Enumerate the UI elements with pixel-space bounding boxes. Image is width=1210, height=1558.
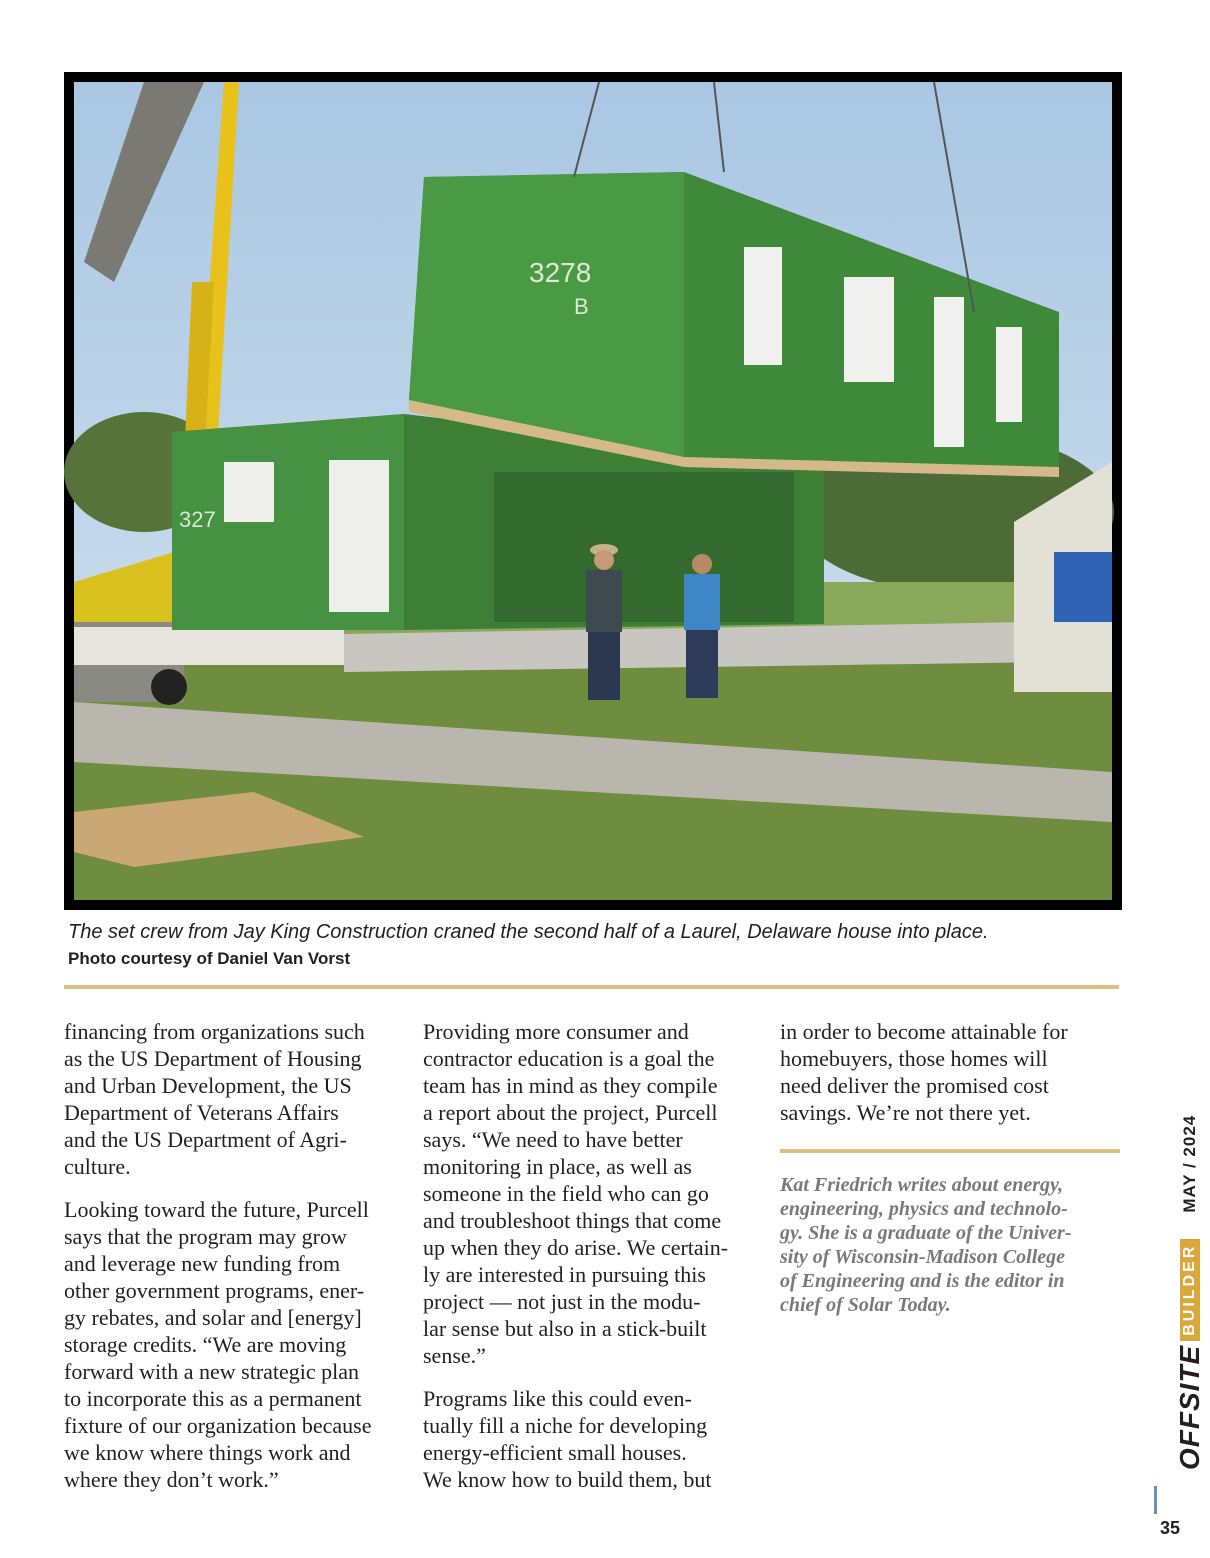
- magazine-brand-builder: BUILDER: [1180, 1239, 1200, 1341]
- upper-module-window-2: [844, 277, 894, 382]
- modular-house-crane-photo: [74, 82, 1112, 900]
- upper-module-marking-sub: B: [574, 294, 589, 319]
- divider-rule: [64, 985, 1119, 989]
- upper-module-door: [934, 297, 964, 447]
- upper-module-window-3: [996, 327, 1022, 422]
- issue-date: MAY / 2024: [1180, 1114, 1199, 1213]
- lower-module-door: [329, 460, 389, 612]
- lower-module-window: [224, 462, 274, 522]
- page-number: 35: [1160, 1518, 1181, 1538]
- paragraph: Looking toward the future, Purcell says that the program may grow and leverage new funding from other government programs, ener- gy rebates, and solar and [energy] storage credits. “We are moving forward with a new strategic plan to incorporate this as a permanent fixture of our organization because we know where things work and where they don’t work.”: [64, 1197, 372, 1492]
- article-column-2: [423, 1018, 768, 1509]
- paragraph: in order to become attainable for homebuyers, those homes will need deliver the promised cost savings. We’re not there yet.: [780, 1019, 1068, 1125]
- trailer: [74, 627, 344, 665]
- page-sidebar: [1150, 1110, 1205, 1470]
- upper-module-window-1: [744, 247, 782, 365]
- magazine-brand-offsite: OFFSITE: [1174, 1344, 1205, 1470]
- paragraph: Providing more consumer and contractor education is a goal the team has in mind as they compile a report about the project, Purcell says. “We need to have better monitoring in place, as well as someone in the field who can go and troubleshoot things that come up when they do arise. We certain- ly are interested in pursuing this project — not just in the modu- lar sense but also in a stick-built sense.”: [423, 1019, 729, 1368]
- upper-module-marking: 3278: [529, 257, 592, 288]
- page-number-marker: [1154, 1486, 1157, 1514]
- photo-credit: Photo courtesy of Daniel Van Vorst: [68, 949, 351, 968]
- paragraph: Programs like this could even- tually fill a niche for developing energy-efficient small houses. We know how to build them, but: [423, 1386, 712, 1492]
- worker-2: [684, 554, 720, 698]
- author-bio: Kat Friedrich writes about energy, engineering, physics and technolo- gy. She is a graduate of the Univer- sity of Wisconsin-Madison College of Engineering and is the editor in chief of Solar Today.: [780, 1174, 1072, 1316]
- paragraph: financing from organizations such as the US Department of Housing and Urban Development, the US Department of Veterans Affairs and the US Department of Agri- culture.: [64, 1019, 365, 1179]
- bio-divider-rule: [780, 1149, 1120, 1153]
- article-column-1: [64, 1018, 409, 1509]
- article-column-3: [780, 1018, 1125, 1142]
- photo-caption: The set crew from Jay King Construction craned the second half of a Laurel, Delaware house into place.: [68, 921, 989, 943]
- article-photo: [64, 72, 1122, 910]
- dumpster: [1054, 552, 1112, 622]
- lower-module-marking: 327: [179, 507, 216, 532]
